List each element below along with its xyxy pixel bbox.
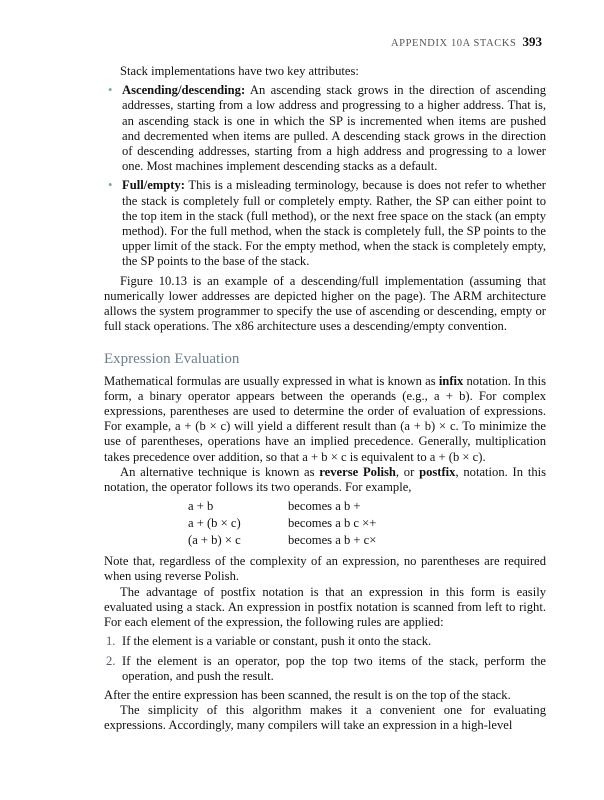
- figure-paragraph: Figure 10.13 is an example of a descending/full implementation (assuming that numerically lower addresses are depicted higher on the page). The ARM architecture allows the system programmer to specify the use of ascending or descending, empty or full stack operations. The x86 architecture uses a descending/empty convention.: [104, 273, 546, 334]
- example-table: [188, 499, 546, 550]
- bullet-text: An ascending stack grows in the direction of ascending addresses, starting from a low address and progressing to a higher address. That is, an ascending stack is one in which the SP is incremented when items are pushed and decremented when items are pulled. A descending stack grows in the direction of descending addresses, starting from a high address and progressing to a lower one. Most machines implement descending stacks as a default.: [122, 83, 546, 174]
- bullet-term: Ascending/descending:: [122, 83, 246, 98]
- bullet-icon: •: [108, 178, 113, 193]
- bullet-icon: •: [108, 83, 113, 98]
- infix-paragraph: Mathematical formulas are usually expressed in what is known as infix notation. In this form, a binary operator appears between the operands (e.g., a + b). For complex expressions, parentheses are used to determine the order of evaluation of expressions. For example, a + (b × c) will yield a different result than (a + b) × c. To minimize the use of parentheses, operations have an implied precedence. Generally, multiplication takes precedence over addition, so that a + b × c is equivalent to a + (b × c).: [104, 373, 547, 464]
- bullet-term: Full/empty:: [122, 178, 185, 193]
- note-paragraph: Note that, regardless of the complexity of an expression, no parentheses are required when using reverse Polish.: [104, 554, 546, 584]
- simplicity-paragraph: The simplicity of this algorithm makes it a convenient one for evaluating expressions. Accordingly, many compilers will take an expression in a high-level: [104, 703, 546, 733]
- list-item: 1. If the element is a variable or constant, push it onto the stack.: [106, 634, 432, 649]
- example-row: (a + b) × c becomes a b + c×: [188, 533, 377, 548]
- bullet-text: This is a misleading terminology, because is does not refer to whether the stack is completely full or completely empty. Rather, the SP can either point to the top item in the stack (full method), or the next free space on the stack (an empty method). For the full method, when the stack is completely full, the SP points to the upper limit of the stack. For the empty method, when the stack is completely empty, the SP points to the base of the stack.: [122, 178, 546, 269]
- list-number: 2.: [106, 653, 116, 668]
- header-title: APPENDIX 10A STACKS: [391, 38, 517, 49]
- intro-paragraph: Stack implementations have two key attributes:: [120, 64, 359, 78]
- page-number: 393: [522, 34, 542, 49]
- postfix-paragraph: An alternative technique is known as reverse Polish, or postfix, notation. In this notation, the operator follows its two operands. For example,: [104, 464, 547, 495]
- example-row: a + (b × c) becomes a b c ×+: [188, 516, 377, 531]
- example-row: a + b becomes a b +: [188, 499, 361, 514]
- section-heading: Expression Evaluation: [104, 351, 240, 368]
- list-number: 1.: [106, 634, 116, 649]
- list-item: 2. If the element is an operator, pop the top two items of the stack, perform the operation, and push the result.: [106, 653, 546, 683]
- page-body: [104, 34, 546, 734]
- advantage-paragraph: The advantage of postfix notation is that an expression in this form is easily evaluated using a stack. An expression in postfix notation is scanned from left to right. For each element of the expression, the following rules are applied:: [104, 584, 546, 630]
- result-paragraph: After the entire expression has been scanned, the result is on the top of the stack.: [104, 687, 511, 702]
- bullet-item: [104, 178, 546, 269]
- bullet-item: [104, 83, 546, 174]
